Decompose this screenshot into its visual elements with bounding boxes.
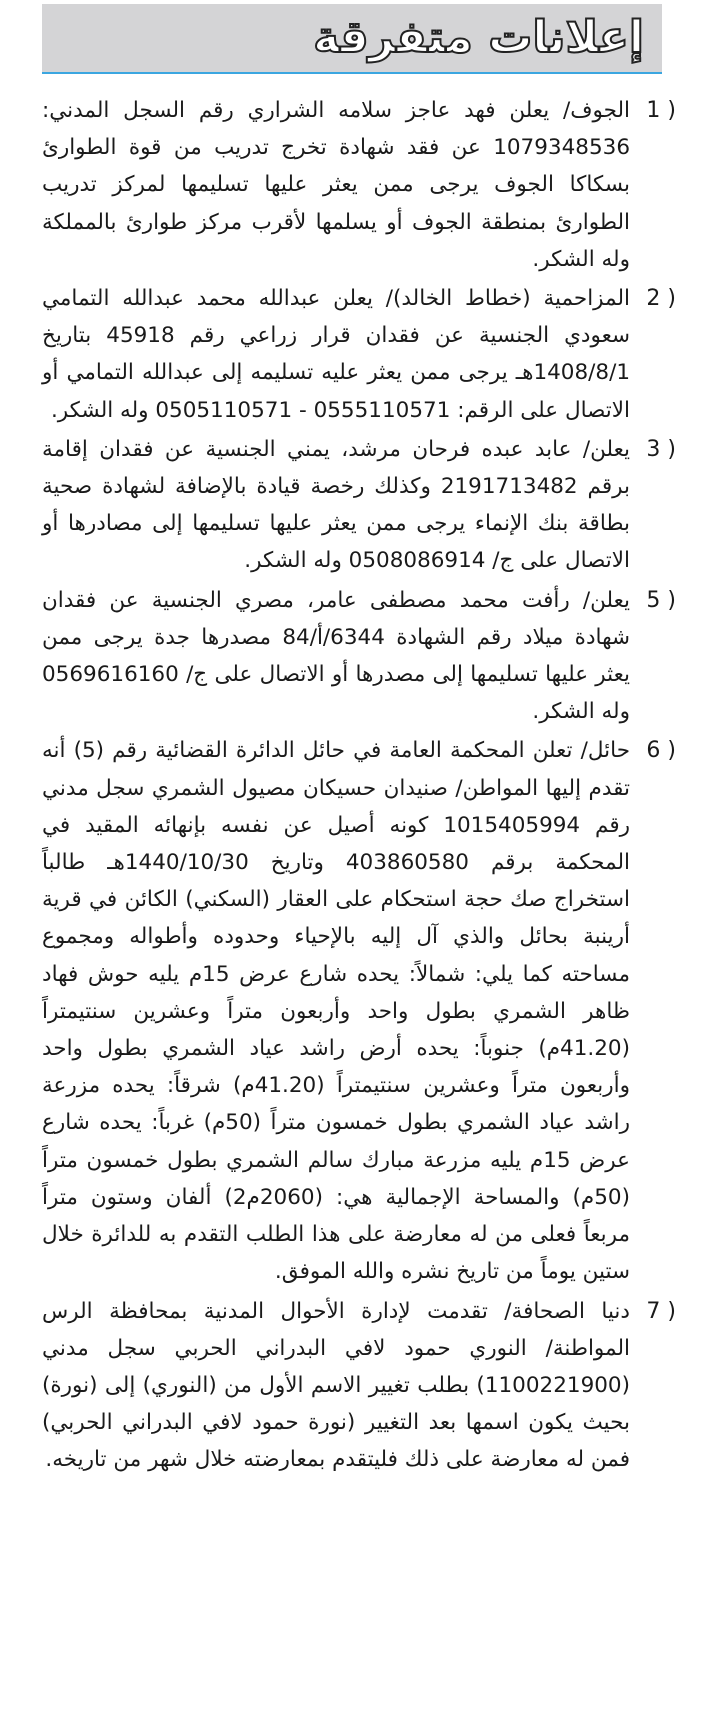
ad-number: 3 ) [646,436,676,462]
ad-item [42,1293,676,1479]
ad-item [42,92,676,278]
ad-number: 6 ) [646,738,676,764]
ad-number: 5 ) [646,587,676,613]
ad-text: حائل/ تعلن المحكمة العامة في حائل الدائرة القضائية رقم (5) أنه تقدم إليها المواطن/ صنيدان حسيكان مصيول الشمري سجل مدني رقم 1015405994 كونه أصيل عن نفسه بإنهائه المقيد في المحكمة برقم 403860580 وتاريخ 1440/10/30هـ طالباً استخراج صك حجة استحكام على العقار (السكني) الكائن في قرية أرينبة بحائل والذي آل إليه بالإحياء وحدوده وأطواله ومجموع مساحته كما يلي: شمالاً: يحده شارع عرض 15م يليه حوش فهاد ظاهر الشمري بطول واحد وأربعون متراً وعشرين سنتيمتراً (41.20م) جنوباً: يحده أرض راشد عياد الشمري بطول واحد وأربعون متراً وعشرين سنتيمتراً (41.20م) شرقاً: يحده مزرعة راشد عياد الشمري بطول خمسون متراً (50م) غرباً: يحده شارع عرض 15م يليه مزرعة مبارك سالم الشمري بطول خمسون متراً (50م) والمساحة الإجمالية هي: (2060م2) ألفان وستون متراً مربعاً فعلى من له معارضة على هذا الطلب التقدم به للدائرة خلال ستين يوماً من تاريخ نشره والله الموفق. [42,738,630,1285]
ad-number: 1 ) [646,98,676,123]
ad-item [42,732,676,1290]
section-title: إعلانات متفرقة [313,12,644,63]
ad-text: يعلن/ رأفت محمد مصطفى عامر، مصري الجنسية عن فقدان شهادة ميلاد رقم الشهادة 6344/أ/84 مصدرها جدة يرجى ممن يعثر عليها تسليمها إلى مصدرها أو الاتصال على ج/ 0569616160 وله الشكر. [42,587,630,725]
ad-item [42,280,676,429]
ad-text: يعلن/ عابد عبده فرحان مرشد، يمني الجنسية عن فقدان إقامة برقم 2191713482 وكذلك رخصة قيادة بالإضافة لشهادة صحية بطاقة بنك الإنماء يرجى ممن يعثر عليها تسليمها إلى مصادرها أو الاتصال على ج/ 0508086914 وله الشكر. [42,436,630,574]
ad-item [42,431,676,580]
ad-text: دنيا الصحافة/ تقدمت لإدارة الأحوال المدنية بمحافظة الرس المواطنة/ النوري حمود لافي البدراني الحربي سجل مدني (1100221900) بطلب تغيير الاسم الأول من (النوري) إلى (نورة) بحيث يكون اسمها بعد التغيير (نورة حمود لافي البدراني الحربي) فمن له معارضة على ذلك فليتقدم بمعارضته خلال شهر من تاريخه. [42,1298,630,1473]
ad-text: المزاحمية (خطاط الخالد)/ يعلن عبدالله محمد عبدالله التمامي سعودي الجنسية عن فقدان قرار زراعي رقم 45918 بتاريخ 1408/8/1هـ يرجى ممن يعثر عليه تسليمه إلى عبدالله التمامي أو الاتصال على الرقم: 0555110571 - 0505110571 وله الشكر. [42,286,630,423]
ad-item [42,582,676,731]
ad-number: 7 ) [646,1298,676,1324]
ad-number: 2 ) [646,286,676,312]
classified-ads-list [42,92,676,1481]
section-header [42,4,662,74]
ad-text: الجوف/ يعلن فهد عاجز سلامه الشراري رقم السجل المدني: 1079348536 عن فقد شهادة تخرج تدريب من قوة الطوارئ بسكاكا الجوف يرجى ممن يعثر عليها تسليمها لمركز تدريب الطوارئ بمنطقة الجوف أو يسلمها لأقرب مركز طوارئ بالمملكة وله الشكر. [42,98,630,272]
